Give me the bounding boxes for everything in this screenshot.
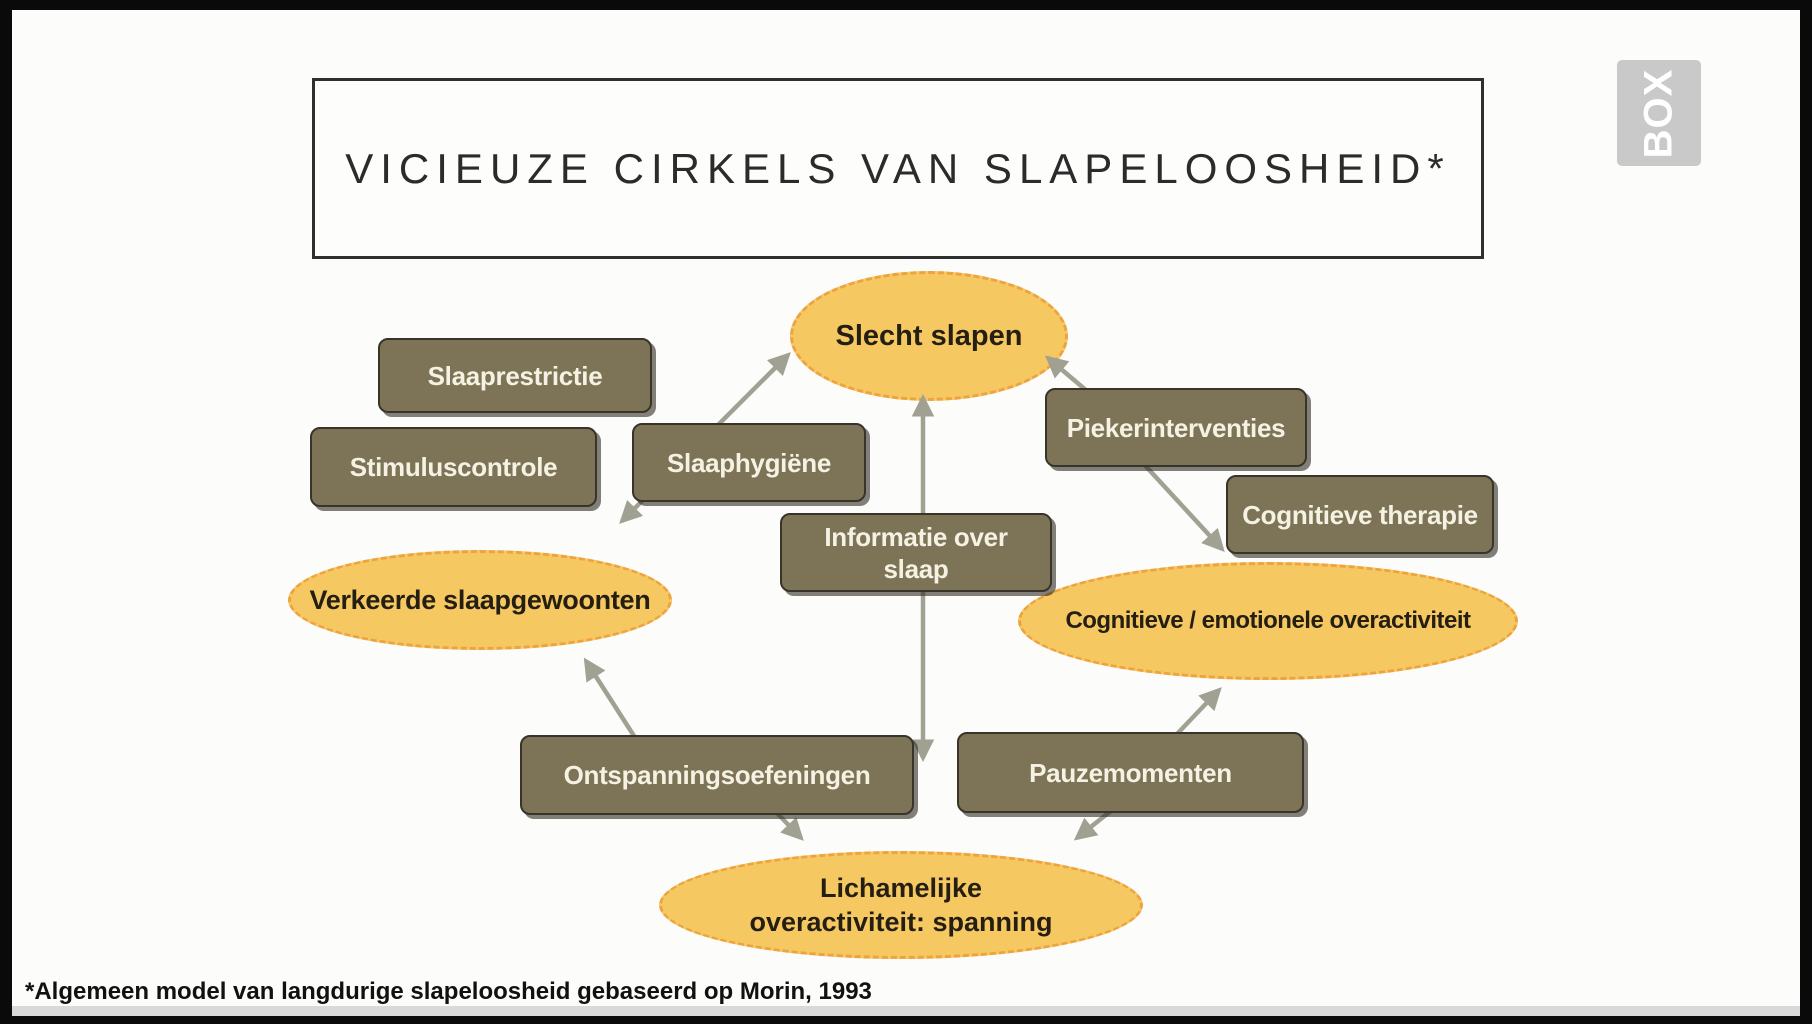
box-informatie-over-slaap xyxy=(780,513,1052,592)
ellipse-slecht-slapen xyxy=(790,271,1068,401)
footnote: *Algemeen model van langdurige slapeloosheid gebaseerd op Morin, 1993 xyxy=(25,978,872,1005)
box-slaaphygiene xyxy=(632,423,866,502)
box-ontspanningsoefeningen xyxy=(520,735,914,815)
title-box xyxy=(312,78,1484,259)
ellipse-label: Slecht slapen xyxy=(835,319,1023,352)
box-label: Slaaprestrictie xyxy=(427,360,603,391)
box-label: Stimuluscontrole xyxy=(349,452,558,482)
ellipse-label-line1: Lichamelijke xyxy=(819,873,983,903)
box-label-line1: Informatie over xyxy=(824,521,1008,552)
bottom-gray-strip xyxy=(12,1006,1800,1016)
box-cognitieve-therapie xyxy=(1226,475,1494,554)
box-label: Cognitieve therapie xyxy=(1242,499,1478,530)
box-label: Piekerinterventies xyxy=(1066,412,1286,443)
box-logo-text: BOX xyxy=(1636,68,1681,158)
box-stimuluscontrole xyxy=(310,427,597,507)
ellipse-lichamelijke-overactiviteit xyxy=(659,851,1143,959)
box-label: Slaaphygiëne xyxy=(666,447,832,478)
box-label-line2: slaap xyxy=(883,553,949,584)
ellipse-cognitieve-emotionele-overactiviteit xyxy=(1018,562,1518,680)
ellipse-label-line2: overactiviteit: spanning xyxy=(749,907,1053,937)
box-piekerinterventies xyxy=(1045,388,1307,467)
slide-title: VICIEUZE CIRKELS VAN SLAPELOOSHEID* xyxy=(345,144,1451,192)
ellipse-verkeerde-slaapgewoonten xyxy=(288,550,672,650)
ellipse-label: Verkeerde slaapgewoonten xyxy=(309,584,651,615)
ellipse-label: Cognitieve / emotionele overactiviteit xyxy=(1065,607,1471,634)
box-label: Ontspanningsoefeningen xyxy=(563,760,871,790)
box-label: Pauzemomenten xyxy=(1029,757,1232,788)
box-slaaprestrictie xyxy=(378,338,652,413)
box-pauzemomenten xyxy=(957,732,1304,813)
box-watermark-logo xyxy=(1617,60,1701,166)
